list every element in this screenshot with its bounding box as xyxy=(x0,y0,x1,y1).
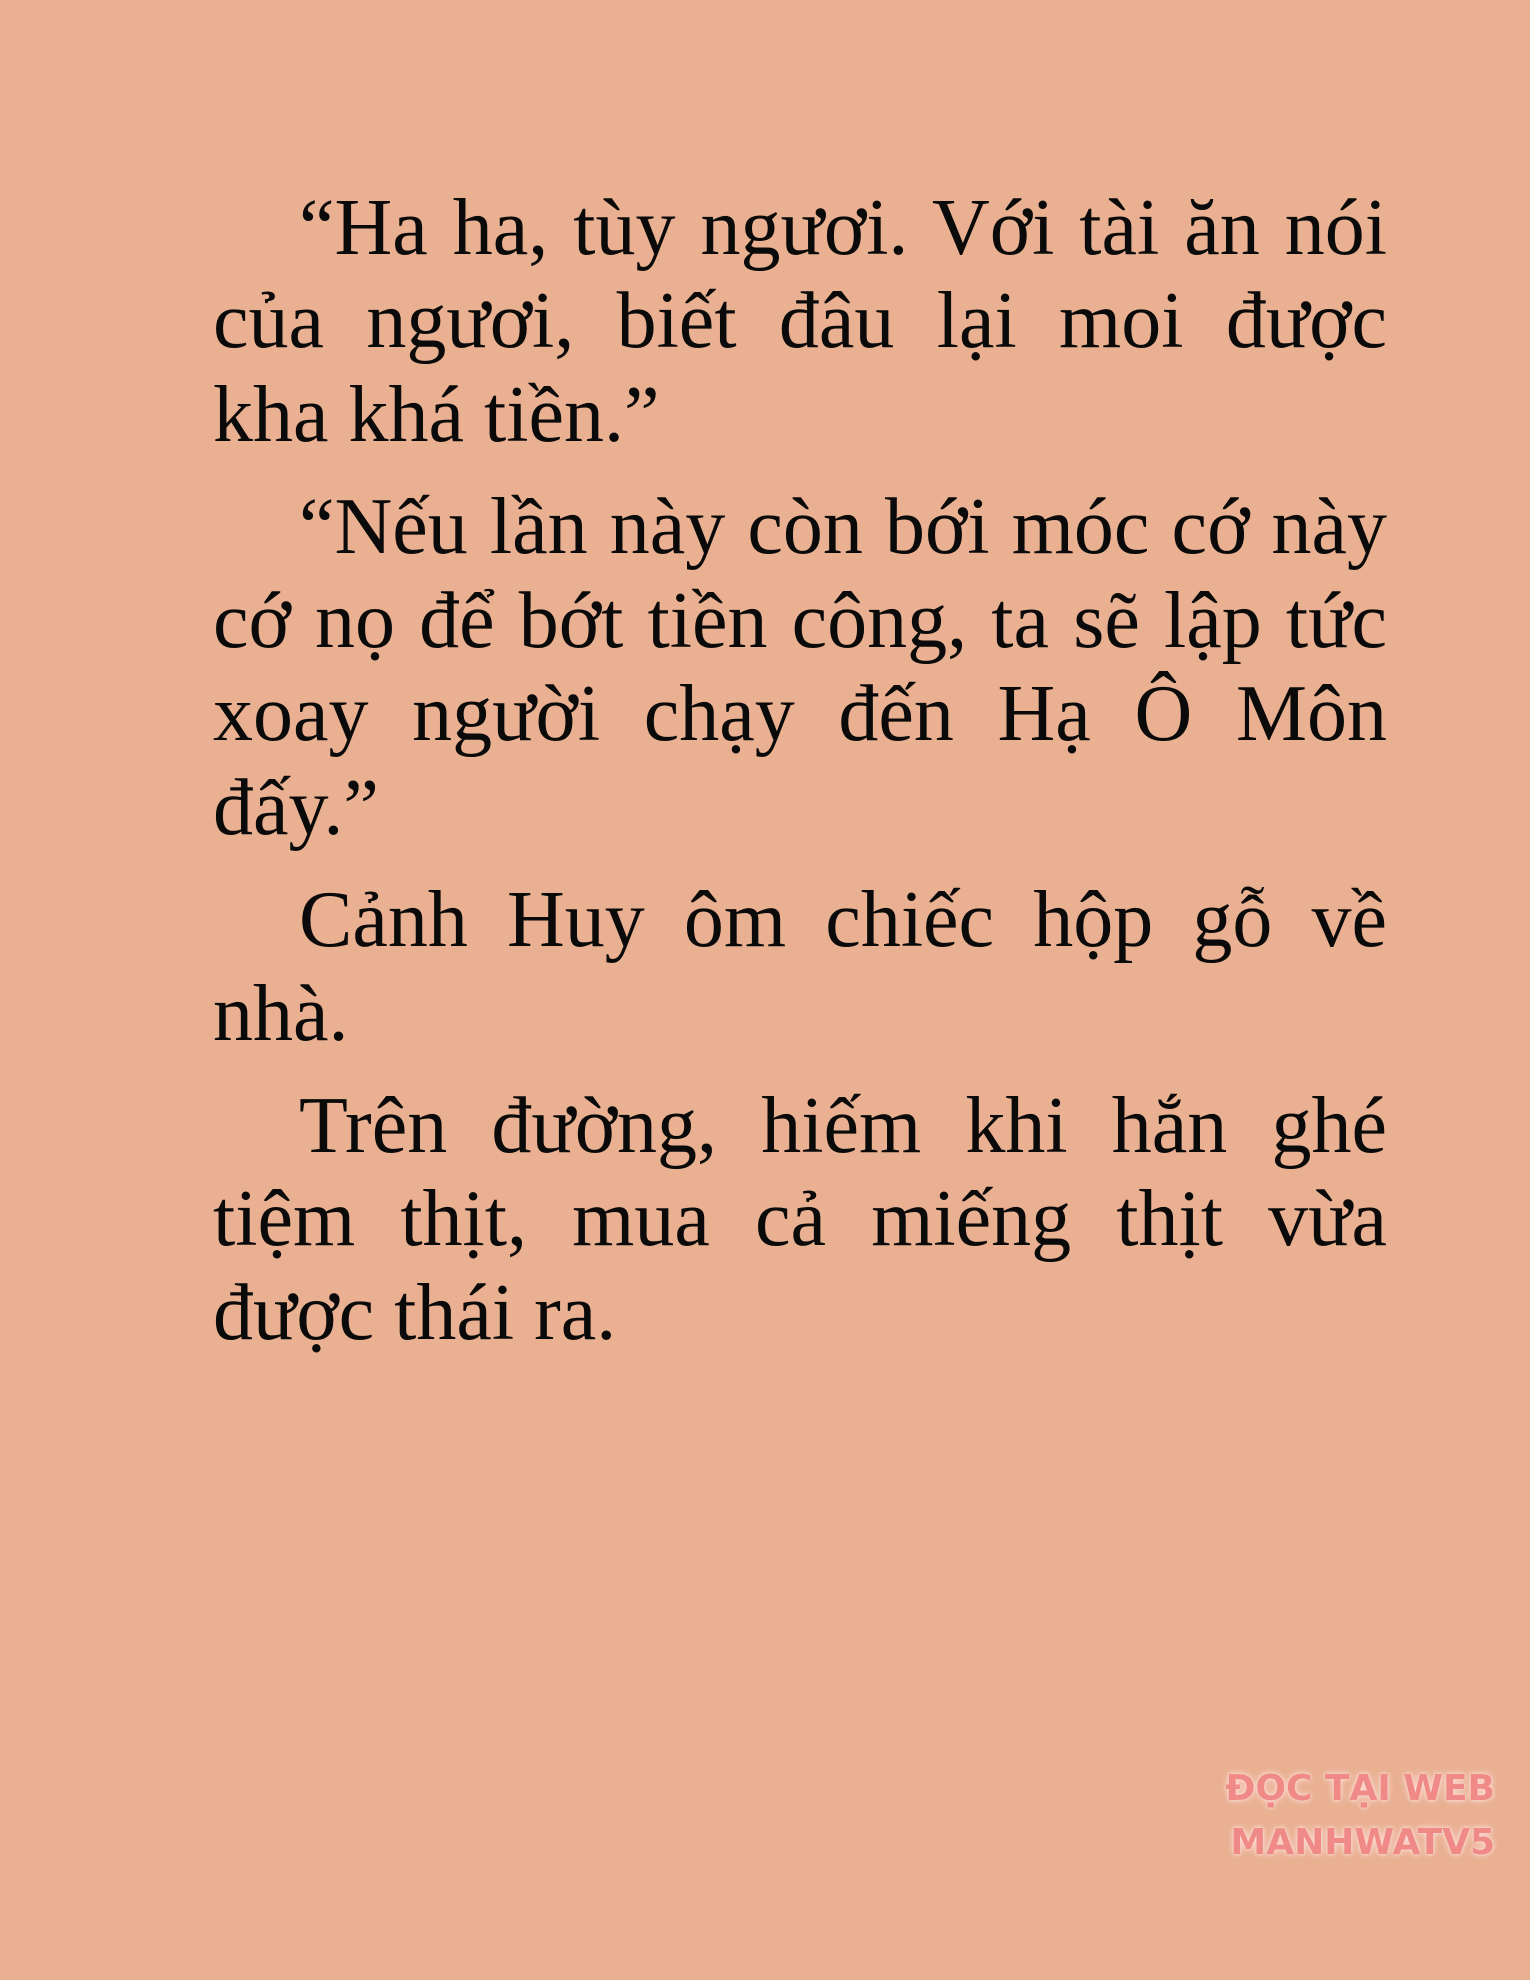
watermark-line-1: ĐỌC TẠI WEB xyxy=(1225,1768,1495,1809)
site-watermark xyxy=(1225,1762,1495,1870)
story-text xyxy=(213,182,1387,1379)
watermark-line-2: MANHWATV5 xyxy=(1230,1822,1495,1863)
paragraph-1: “Ha ha, tùy ngươi. Với tài ăn nói của ngươi, biết đâu lại moi được kha khá tiền.” xyxy=(213,184,1387,459)
paragraph-4: Trên đường, hiếm khi hắn ghé tiệm thịt, mua cả miếng thịt vừa được thái ra. xyxy=(213,1081,1387,1357)
paragraph-3: Cảnh Huy ôm chiếc hộp gỗ về nhà. xyxy=(213,876,1387,1058)
paragraph-2: “Nếu lần này còn bới móc cớ này cớ nọ để bớt tiền công, ta sẽ lập tức xoay người chạy đến Hạ Ô Môn đấy.” xyxy=(213,483,1387,852)
